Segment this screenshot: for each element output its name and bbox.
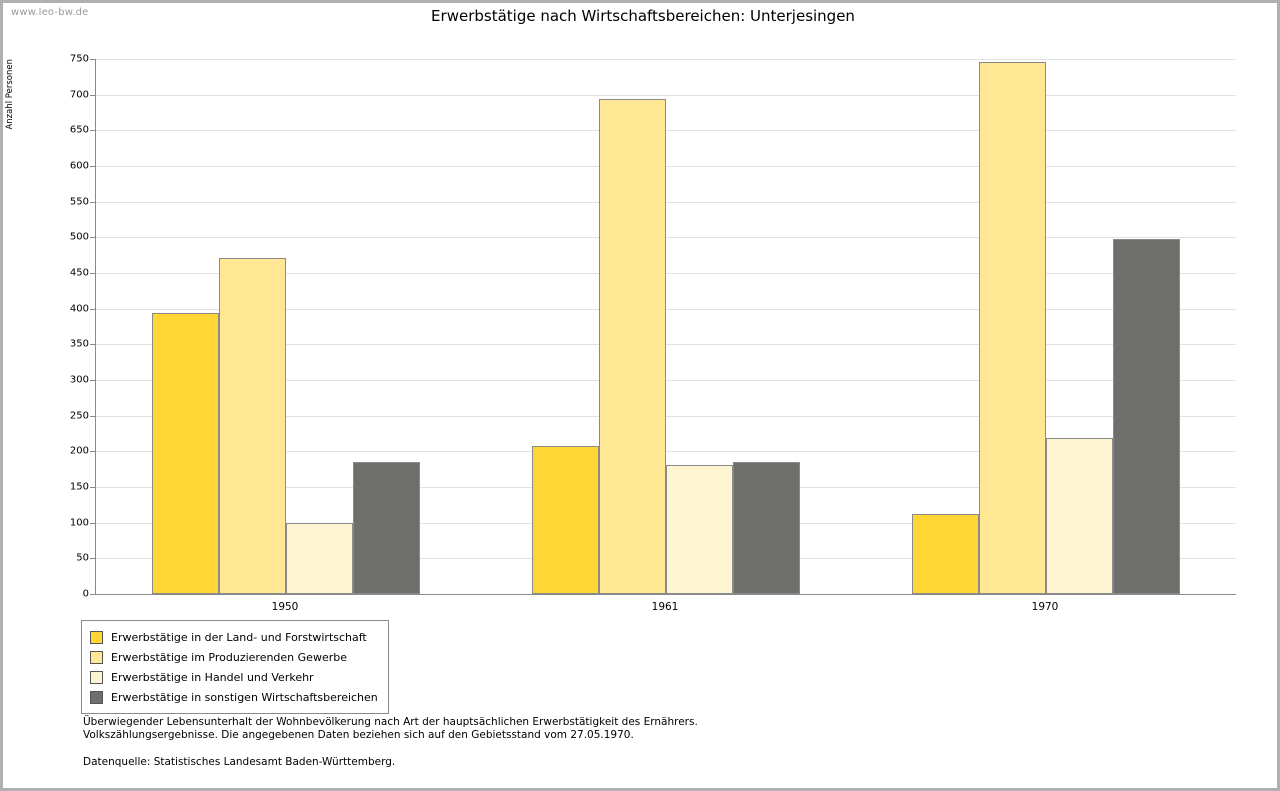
legend-label: Erwerbstätige in der Land- und Forstwirtschaft	[111, 630, 367, 644]
footnote-line-2: Volkszählungsergebnisse. Die angegebenen Daten beziehen sich auf den Gebietsstand vom 27.05.1970.	[83, 729, 634, 741]
y-tick-label: 200	[69, 445, 89, 457]
bar	[286, 523, 353, 594]
footnote-line-1: Überwiegender Lebensunterhalt der Wohnbevölkerung nach Art der hauptsächlichen Erwerbstätigkeit des Ernährers.	[83, 716, 698, 728]
bar	[912, 514, 979, 594]
y-axis-label: Anzahl Personen	[5, 59, 15, 130]
gridline	[96, 166, 1236, 167]
y-tick-label: 700	[69, 89, 89, 101]
y-tick-mark	[90, 487, 95, 488]
y-tick-label: 750	[69, 53, 89, 65]
legend	[81, 620, 389, 714]
y-tick-mark	[90, 523, 95, 524]
legend-swatch-icon	[90, 631, 103, 644]
y-tick-mark	[90, 309, 95, 310]
gridline	[96, 59, 1236, 60]
bar	[152, 313, 219, 594]
y-tick-mark	[90, 273, 95, 274]
gridline	[96, 95, 1236, 96]
plot-area	[95, 59, 1236, 595]
legend-swatch-icon	[90, 691, 103, 704]
legend-swatch-icon	[90, 651, 103, 664]
bar	[219, 258, 286, 594]
legend-label: Erwerbstätige im Produzierenden Gewerbe	[111, 650, 347, 664]
bar	[353, 462, 420, 594]
x-tick-label: 1961	[651, 601, 679, 613]
watermark: www.leo-bw.de	[11, 7, 89, 18]
legend-item[interactable]	[90, 667, 378, 687]
legend-item[interactable]	[90, 687, 378, 707]
bar	[733, 462, 800, 594]
y-tick-label: 50	[76, 552, 89, 564]
chart-title: Erwerbstätige nach Wirtschaftsbereichen: Unterjesingen	[431, 7, 855, 25]
y-tick-mark	[90, 95, 95, 96]
bar	[599, 99, 666, 594]
y-tick-mark	[90, 130, 95, 131]
legend-item[interactable]	[90, 627, 378, 647]
legend-item[interactable]	[90, 647, 378, 667]
bar	[532, 446, 599, 594]
y-tick-mark	[90, 380, 95, 381]
y-tick-label: 550	[69, 196, 89, 208]
footnotes	[83, 716, 698, 742]
y-tick-mark	[90, 344, 95, 345]
gridline	[96, 237, 1236, 238]
y-tick-label: 400	[69, 303, 89, 315]
y-tick-label: 600	[69, 160, 89, 172]
bar	[1046, 438, 1113, 594]
legend-label: Erwerbstätige in Handel und Verkehr	[111, 670, 314, 684]
y-tick-mark	[90, 59, 95, 60]
y-tick-label: 300	[69, 374, 89, 386]
y-tick-mark	[90, 558, 95, 559]
gridline	[96, 130, 1236, 131]
bar	[979, 62, 1046, 594]
bar	[666, 465, 733, 594]
legend-label: Erwerbstätige in sonstigen Wirtschaftsbereichen	[111, 690, 378, 704]
y-tick-mark	[90, 237, 95, 238]
y-tick-label: 100	[69, 517, 89, 529]
y-tick-label: 650	[69, 124, 89, 136]
y-tick-mark	[90, 166, 95, 167]
x-tick-label: 1970	[1031, 601, 1059, 613]
y-tick-label: 500	[69, 231, 89, 243]
y-tick-label: 350	[69, 338, 89, 350]
y-tick-label: 150	[69, 481, 89, 493]
x-tick-label: 1950	[271, 601, 299, 613]
y-tick-mark	[90, 202, 95, 203]
data-source: Datenquelle: Statistisches Landesamt Baden-Württemberg.	[83, 756, 396, 768]
y-tick-label: 450	[69, 267, 89, 279]
gridline	[96, 202, 1236, 203]
bar	[1113, 239, 1180, 594]
legend-swatch-icon	[90, 671, 103, 684]
y-tick-mark	[90, 416, 95, 417]
y-tick-mark	[90, 594, 95, 595]
y-tick-label: 250	[69, 410, 89, 422]
y-tick-label: 0	[82, 588, 89, 600]
y-tick-mark	[90, 451, 95, 452]
